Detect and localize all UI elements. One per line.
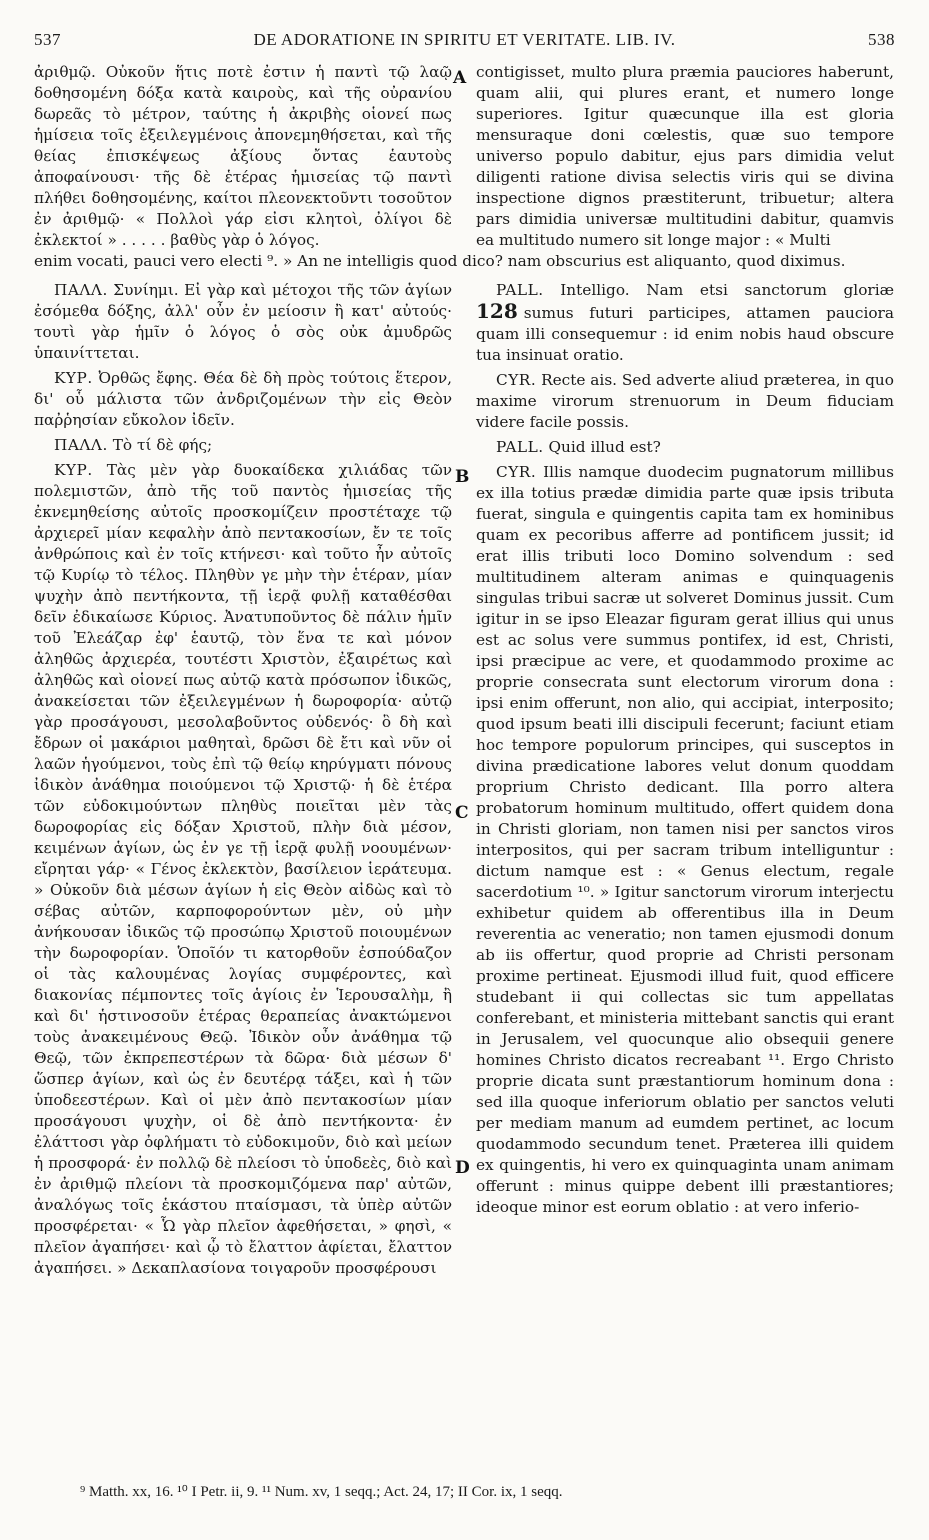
dialogue-section: [34, 276, 894, 1279]
greek-speech-pall-2: [34, 435, 452, 456]
latin-column: [476, 276, 894, 1279]
latin-speech-cyr-2: [476, 462, 894, 1218]
margin-marker-d: D: [455, 1158, 470, 1178]
speech-text: Intelligo. Nam etsi sanctorum gloriæ: [560, 281, 894, 299]
latin-speech-pall-1: [476, 280, 894, 366]
footnotes: ⁹ Matth. xx, 16. ¹⁰ I Petr. ii, 9. ¹¹ Num. xv, 1 seqq.; Act. 24, 17; II Cor. ix, 1 seqq.: [80, 1484, 563, 1500]
speaker-label: ΠΑΛΛ.: [54, 436, 108, 454]
speech-text: Τὸ τί δὲ φής;: [112, 436, 213, 454]
speaker-label: ΚΥΡ.: [54, 461, 93, 479]
latin-paragraph: contigisset, multo plura præmia pauciores haberunt, quam alii, qui plures erant, et numero longe superiores. Igitur quæcunque illa est gloria mensuraque doni cœlestis, quæ suo tempore universo populo dabitur, ejus pars dimidia velut diligenti ratione divisa selectis viris qui se divina inspectione dignos præstiterunt, tribuetur; altera pars dimidia universæ multitudini dabitur, quamvis ea multitudo numero sit longe major : « Multi: [476, 63, 894, 249]
speech-text: Quid illud est?: [548, 438, 661, 456]
page-number-right: 538: [868, 30, 895, 49]
page-body: [34, 62, 894, 1279]
margin-marker-c: C: [455, 803, 469, 823]
margin-page-number: 128: [476, 299, 518, 323]
greek-paragraph: ἀριθμῷ. Οὐκοῦν ἥτις ποτὲ ἐστιν ἡ παντὶ τῷ λαῷ δοθησομένη δόξα κατὰ καιροὺς, καὶ τῆς οὐρανίου δωρεᾶς τὸ μέτρον, ταύτης ἡ ἀκριβὴς οἱονεί πως ἡμίσεια τοῖς ἐξειλεγμένοις ἀπονεμηθήσεται, καὶ τῆς θείας ἐπισκέψεως ἀξίους ὄντας ἑαυτοὺς ἀποφαίνουσι· τῆς δὲ ἑτέρας ἡμισείας τῷ παντὶ πλήθει δοθησομένης, καίτοι πλεονεκτοῦντι τοσοῦτον ἐν ἀριθμῷ· « Πολλοὶ γάρ εἰσι κλητοὶ, ὀλίγοι δὲ ἐκλεκτοί » . . . . . βαθὺς γὰρ ὁ λόγος.: [34, 63, 452, 249]
running-title: DE ADORATIONE IN SPIRITU ET VERITATE. LIB. IV.: [253, 30, 676, 49]
latin-speech-cyr-1: [476, 370, 894, 433]
speaker-label: PALL.: [496, 281, 544, 299]
greek-speech-cyr-2: [34, 460, 452, 1279]
running-header: [34, 30, 895, 58]
page-number-left: 537: [34, 30, 61, 49]
speaker-label: PALL.: [496, 438, 544, 456]
speaker-label: ΚΥΡ.: [54, 369, 93, 387]
section-1: [34, 62, 894, 251]
speaker-label: CYR.: [496, 463, 537, 481]
speech-text: Illis namque duodecim pugnatorum millibus ex illa totius prædæ dimidia parte quæ ipsis tributa fuerat, singula e quingentis capita tam ex hominibus quam ex pecoribus afferre ad pontificem jussit; id erat illis tributi loco Domino solvendum : sed multitudinem alteram animas e quinquagenis singulas tribui sacræ ut solveret Dominus jussit. Cum igitur in se ipso Eleazar figuram gerat illius qui unus est ac solus vere summus pontifex, id est, Christi, ipsi præcipue ac vere, et quodammodo proxime ac proprie consecrata sunt electorum virorum dona : ipsi enim offerunt, non alio, qui accipiat, interposito; quod ipsum beati illi discipuli fecerunt; faciunt etiam hoc tempore populorum principes, qui susceptos in divina prædicatione labores velut donum quoddam proprium Christo dedicant. Illa porro altera probatorum hominum multitudo, offert quidem dona in Christi gloriam, non tamen nisi per sanctos viros interpositos, qui per sacram tribum intelliguntur : dictum namque est : « Genus electum, regale sacerdotium ¹⁰. » Igitur sanctorum virorum interjectu exhibetur quidem ab offerentibus illa in Deum reverentia ac veneratio; non tamen ejusmodi donum ab iis offertur, quod proprie ad Christi personam proxime pertineat. Ejusmodi illud fuit, quod efficere studebant ii qui collectas sic tum appellatas conferebant, et ministeria mittebant sanctis qui erant in Jerusalem, vel quocunque alio obsequii genere homines Christo dicatos recreabant ¹¹. Ergo Christo proprie dicata sunt præstantiorum hominum dona : sed illa quoque inferiorum oblatio per sanctos veluti per mediam manum ad eumdem pertinet, ac locum quodammodo secundum tenet. Præterea illi quidem ex quingentis, hi vero ex quinquaginta unam animam offerunt : minus quippe debent illi præstantiores; ideoque minor est eorum oblatio : at vero inferio-: [476, 463, 894, 1216]
speaker-label: ΠΑΛΛ.: [54, 281, 108, 299]
speech-text: Ὀρθῶς ἔφης. Θέα δὲ δὴ πρὸς τούτοις ἕτερον, δι' οὗ μάλιστα τῶν ἀνδριζομένων τὴν εἰς Θεὸν παῤῥησίαν εὔκολον ἰδεῖν.: [34, 369, 452, 429]
speech-text: Recte ais. Sed adverte aliud præterea, in quo maxime virorum strenuorum in Deum fiduciam videre facile possis.: [476, 371, 894, 431]
greek-speech-cyr-1: [34, 368, 452, 431]
greek-speech-pall-1: [34, 280, 452, 364]
speech-text: Συνίημι. Εἰ γὰρ καὶ μέτοχοι τῆς τῶν ἁγίων ἐσόμεθα δόξης, ἀλλ' οὖν ἐν μείοσιν ἢ κατ' αὐτούς· τουτὶ γὰρ ἡμῖν ὁ λόγος ὁ σὸς οὐκ ἀμυδρῶς ὑπαινίττεται.: [34, 281, 452, 362]
speaker-label: CYR.: [496, 371, 537, 389]
full-width-line: enim vocati, pauci vero electi ⁹. » An ne intelligis quod dico? nam obscurius est aliquanto, quod diximus.: [34, 252, 846, 270]
margin-marker-b: B: [455, 467, 470, 487]
greek-column: [34, 62, 452, 251]
margin-marker-a: A: [453, 68, 467, 88]
latin-column: [476, 62, 894, 251]
latin-speech-pall-2: [476, 437, 894, 458]
greek-column: [34, 276, 452, 1279]
speech-text-continued: sumus futuri participes, attamen pauciora quam illi consequemur : id enim nobis haud obscure tua insinuat oratio.: [476, 304, 894, 364]
speech-text: Τὰς μὲν γὰρ δυοκαίδεκα χιλιάδας τῶν πολεμιστῶν, ἀπὸ τῆς τοῦ παντὸς ἡμισείας τῆς ἐκνεμηθείσης αὐτοῖς προσκομίζειν προστέταχε τῷ ἀρχιερεῖ μίαν κεφαλὴν ἀπὸ πεντακοσίων, ἔν τε τοῖς ἀνθρώποις καὶ ἐν τοῖς κτήνεσι· καὶ τοῦτο ἦν αὐτοῖς τῷ Κυρίῳ τὸ τέλος. Πληθὺν γε μὴν τὴν ἑτέραν, μίαν ψυχὴν ἀπὸ πεντήκοντα, τῇ ἱερᾷ φυλῇ καταθέσθαι δεῖν ἐδικαίωσε Κύριος. Ἀνατυποῦντος δὲ πάλιν ἡμῖν τοῦ Ἐλεάζαρ ἐφ' ἑαυτῷ, τὸν ἕνα τε καὶ μόνον ἀληθῶς ἀρχιερέα, τουτέστι Χριστὸν, ἐξαιρέτως καὶ ἀληθῶς καὶ οἱονεί πως αὐτῷ κατὰ πρόσωπον ἰδικῶς, ἀνακείσεται τῶν ἐξειλεγμένων ἡ δωροφορία· αὐτῷ γὰρ προσάγουσι, μεσολαβοῦντος οὐδενός· ὃ δὴ καὶ ἔδρων οἱ μακάριοι μαθηταὶ, δρῶσι δὲ ἔτι καὶ νῦν οἱ λαῶν ἡγούμενοι, τοὺς ἐπὶ τῷ θείῳ κηρύγματι πόνους ἰδικὸν ἀνάθημα ποιούμενοι τῷ Χριστῷ· ἡ δὲ ἑτέρα τῶν εὐδοκιμούντων πληθὺς ποιεῖται μὲν τὰς δωροφορίας εἰς δόξαν Χριστοῦ, πλὴν διὰ μέσον, κειμένων ἁγίων, ὡς ἐν γε τῇ ἱερᾷ φυλῇ νοουμένων· εἴρηται γάρ· « Γένος ἐκλεκτὸν, βασίλειον ἱεράτευμα. » Οὐκοῦν διὰ μέσων ἁγίων ἡ εἰς Θεὸν αἰδὼς καὶ τὸ σέβας αὐτῶν, καρποφορούντων μὲν, οὐ μὴν ἀνήκουσαν ἰδικῶς τῷ προσώπῳ Χριστοῦ ποιουμένων τὴν δωροφορίαν. Ὁποῖόν τι κατορθοῦν ἐσπούδαζον οἱ τὰς καλουμένας λογίας συμφέροντες, καὶ διακονίας πέμποντες τοῖς ἁγίοις ἐν Ἱερουσαλὴμ, ἢ καὶ δι' ἡστινοσοῦν ἑτέρας θεραπείας ἀνακτώμενοι τοὺς ἀνακειμένους Θεῷ. Ἰδικὸν οὖν ἀνάθημα τῷ Θεῷ, τῶν ἐκπρεπεστέρων τὰ δῶρα· διὰ μέσων δ' ὥσπερ ἁγίων, καὶ ὡς ἐν δευτέρᾳ τάξει, καὶ ἡ τῶν ὑποδεεστέρων. Καὶ οἱ μὲν ἀπὸ πεντακοσίων μίαν προσάγουσι ψυχὴν, οἱ δὲ ἀπὸ πεντήκοντα· ἐν ἐλάττοσι γὰρ ὀφλήματι τὸ εὐδοκιμοῦν, διὸ καὶ μείων ἡ προσφορά· ἐν πολλῷ δὲ πλείοσι τὸ ὑποδεὲς, διὸ καὶ ἐν ἀριθμῷ πλείονι τὰ προσκομιζόμενα παρ' αὐτῶν, ἀναλόγως τοῖς ἑκάστου πταίσμασι, τὰ ὑπὲρ αὐτῶν προσφέρεται· « Ὧ γὰρ πλεῖον ἀφεθήσεται, » φησὶ, « πλεῖον ἀγαπήσει· καὶ ᾧ τὸ ἔλαττον ἀφίεται, ἔλαττον ἀγαπήσει. » Δεκαπλασίονα τοιγαροῦν προσφέρουσι: [34, 461, 452, 1277]
